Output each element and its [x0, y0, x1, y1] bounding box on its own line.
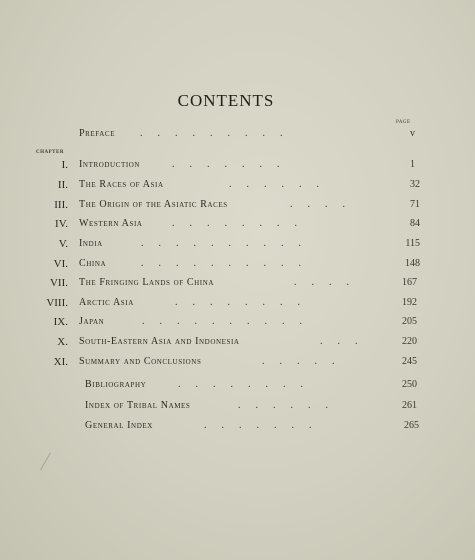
- leader-dots: . . . . . . . .: [172, 218, 297, 229]
- toc-entry-chapter: [0, 157, 475, 173]
- chapter-number: II.: [57, 179, 68, 191]
- toc-entry-page: 1: [410, 159, 415, 170]
- leader-dots: . . . . . . . . . .: [141, 258, 301, 269]
- toc-entry-page: 148: [405, 258, 420, 269]
- toc-entry-label: Index of Tribal Names: [85, 400, 191, 411]
- chapter-number: VIII.: [46, 297, 68, 309]
- toc-entry-chapter: [0, 354, 475, 370]
- toc-entry-page: 167: [402, 277, 417, 288]
- chapter-column-header: CHAPTER: [36, 150, 64, 155]
- leader-dots: . . . . . . . . . .: [142, 316, 302, 327]
- leader-dots: . . . . . . . .: [175, 297, 300, 308]
- toc-entry-back-matter: [0, 398, 475, 414]
- chapter-number: VI.: [53, 258, 68, 270]
- toc-entry-chapter: [0, 177, 475, 193]
- toc-entry-label: Japan: [79, 316, 105, 327]
- toc-entry-chapter: [0, 197, 475, 213]
- toc-entry-label: Western Asia: [79, 218, 143, 229]
- chapter-number: X.: [57, 336, 68, 348]
- page-title: CONTENTS: [177, 91, 275, 110]
- toc-entry-label: Arctic Asia: [79, 297, 134, 308]
- toc-entry-chapter: [0, 334, 475, 350]
- page-column-header: PAGE: [396, 120, 411, 125]
- toc-entry-back-matter: [0, 377, 475, 393]
- toc-entry-page: 250: [402, 379, 417, 390]
- toc-entry-chapter: [0, 236, 475, 252]
- toc-entry-label: South-Eastern Asia and Indonesia: [79, 336, 240, 347]
- toc-entry-page: 32: [410, 179, 420, 190]
- toc-entry-label: Preface: [79, 128, 116, 139]
- leader-dots: . . . . . . . .: [178, 379, 303, 390]
- toc-entry-page: 192: [402, 297, 417, 308]
- toc-entry-label: Summary and Conclusions: [79, 356, 202, 367]
- toc-entry-chapter: [0, 275, 475, 291]
- toc-entry-preface: [0, 126, 475, 142]
- toc-entry-back-matter: [0, 418, 475, 434]
- toc-entry-label: Introduction: [79, 159, 141, 170]
- leader-dots: . . . . . .: [238, 400, 328, 411]
- toc-entry-label: Bibliography: [85, 379, 147, 390]
- toc-entry-chapter: [0, 295, 475, 311]
- chapter-number: XI.: [53, 356, 68, 368]
- toc-entry-label: The Fringing Lands of China: [79, 277, 215, 288]
- toc-entry-label: India: [79, 238, 103, 249]
- toc-entry-label: The Origin of the Asiatic Races: [79, 199, 228, 210]
- toc-entry-page: 261: [402, 400, 417, 411]
- leader-dots: . . . . . .: [229, 179, 319, 190]
- toc-entry-page: 84: [410, 218, 420, 229]
- page-smudge: [40, 453, 63, 478]
- toc-entry-page: 220: [402, 336, 417, 347]
- toc-entry-page: 265: [404, 420, 419, 431]
- leader-dots: . . . . . . . . . .: [141, 238, 301, 249]
- leader-dots: . . . .: [290, 199, 345, 210]
- leader-dots: . . . . . . .: [204, 420, 312, 431]
- leader-dots: . . . .: [294, 277, 349, 288]
- chapter-number: III.: [54, 199, 68, 211]
- toc-entry-label: The Races of Asia: [79, 179, 164, 190]
- toc-entry-chapter: [0, 314, 475, 330]
- chapter-number: IV.: [55, 218, 68, 230]
- toc-entry-page: v: [410, 128, 415, 139]
- toc-entry-label: General Index: [85, 420, 153, 431]
- toc-entry-page: 205: [402, 316, 417, 327]
- chapter-number: I.: [61, 159, 68, 171]
- toc-entry-chapter: [0, 256, 475, 272]
- leader-dots: . . .: [320, 336, 358, 347]
- chapter-number: IX.: [53, 316, 68, 328]
- toc-entry-chapter: [0, 216, 475, 232]
- chapter-number: VII.: [49, 277, 68, 289]
- chapter-number: V.: [58, 238, 68, 250]
- leader-dots: . . . . . . . . .: [140, 128, 283, 139]
- toc-entry-page: 115: [405, 238, 420, 249]
- leader-dots: . . . . .: [262, 356, 335, 367]
- toc-entry-page: 71: [410, 199, 420, 210]
- leader-dots: . . . . . . .: [172, 159, 280, 170]
- toc-entry-page: 245: [402, 356, 417, 367]
- toc-entry-label: China: [79, 258, 107, 269]
